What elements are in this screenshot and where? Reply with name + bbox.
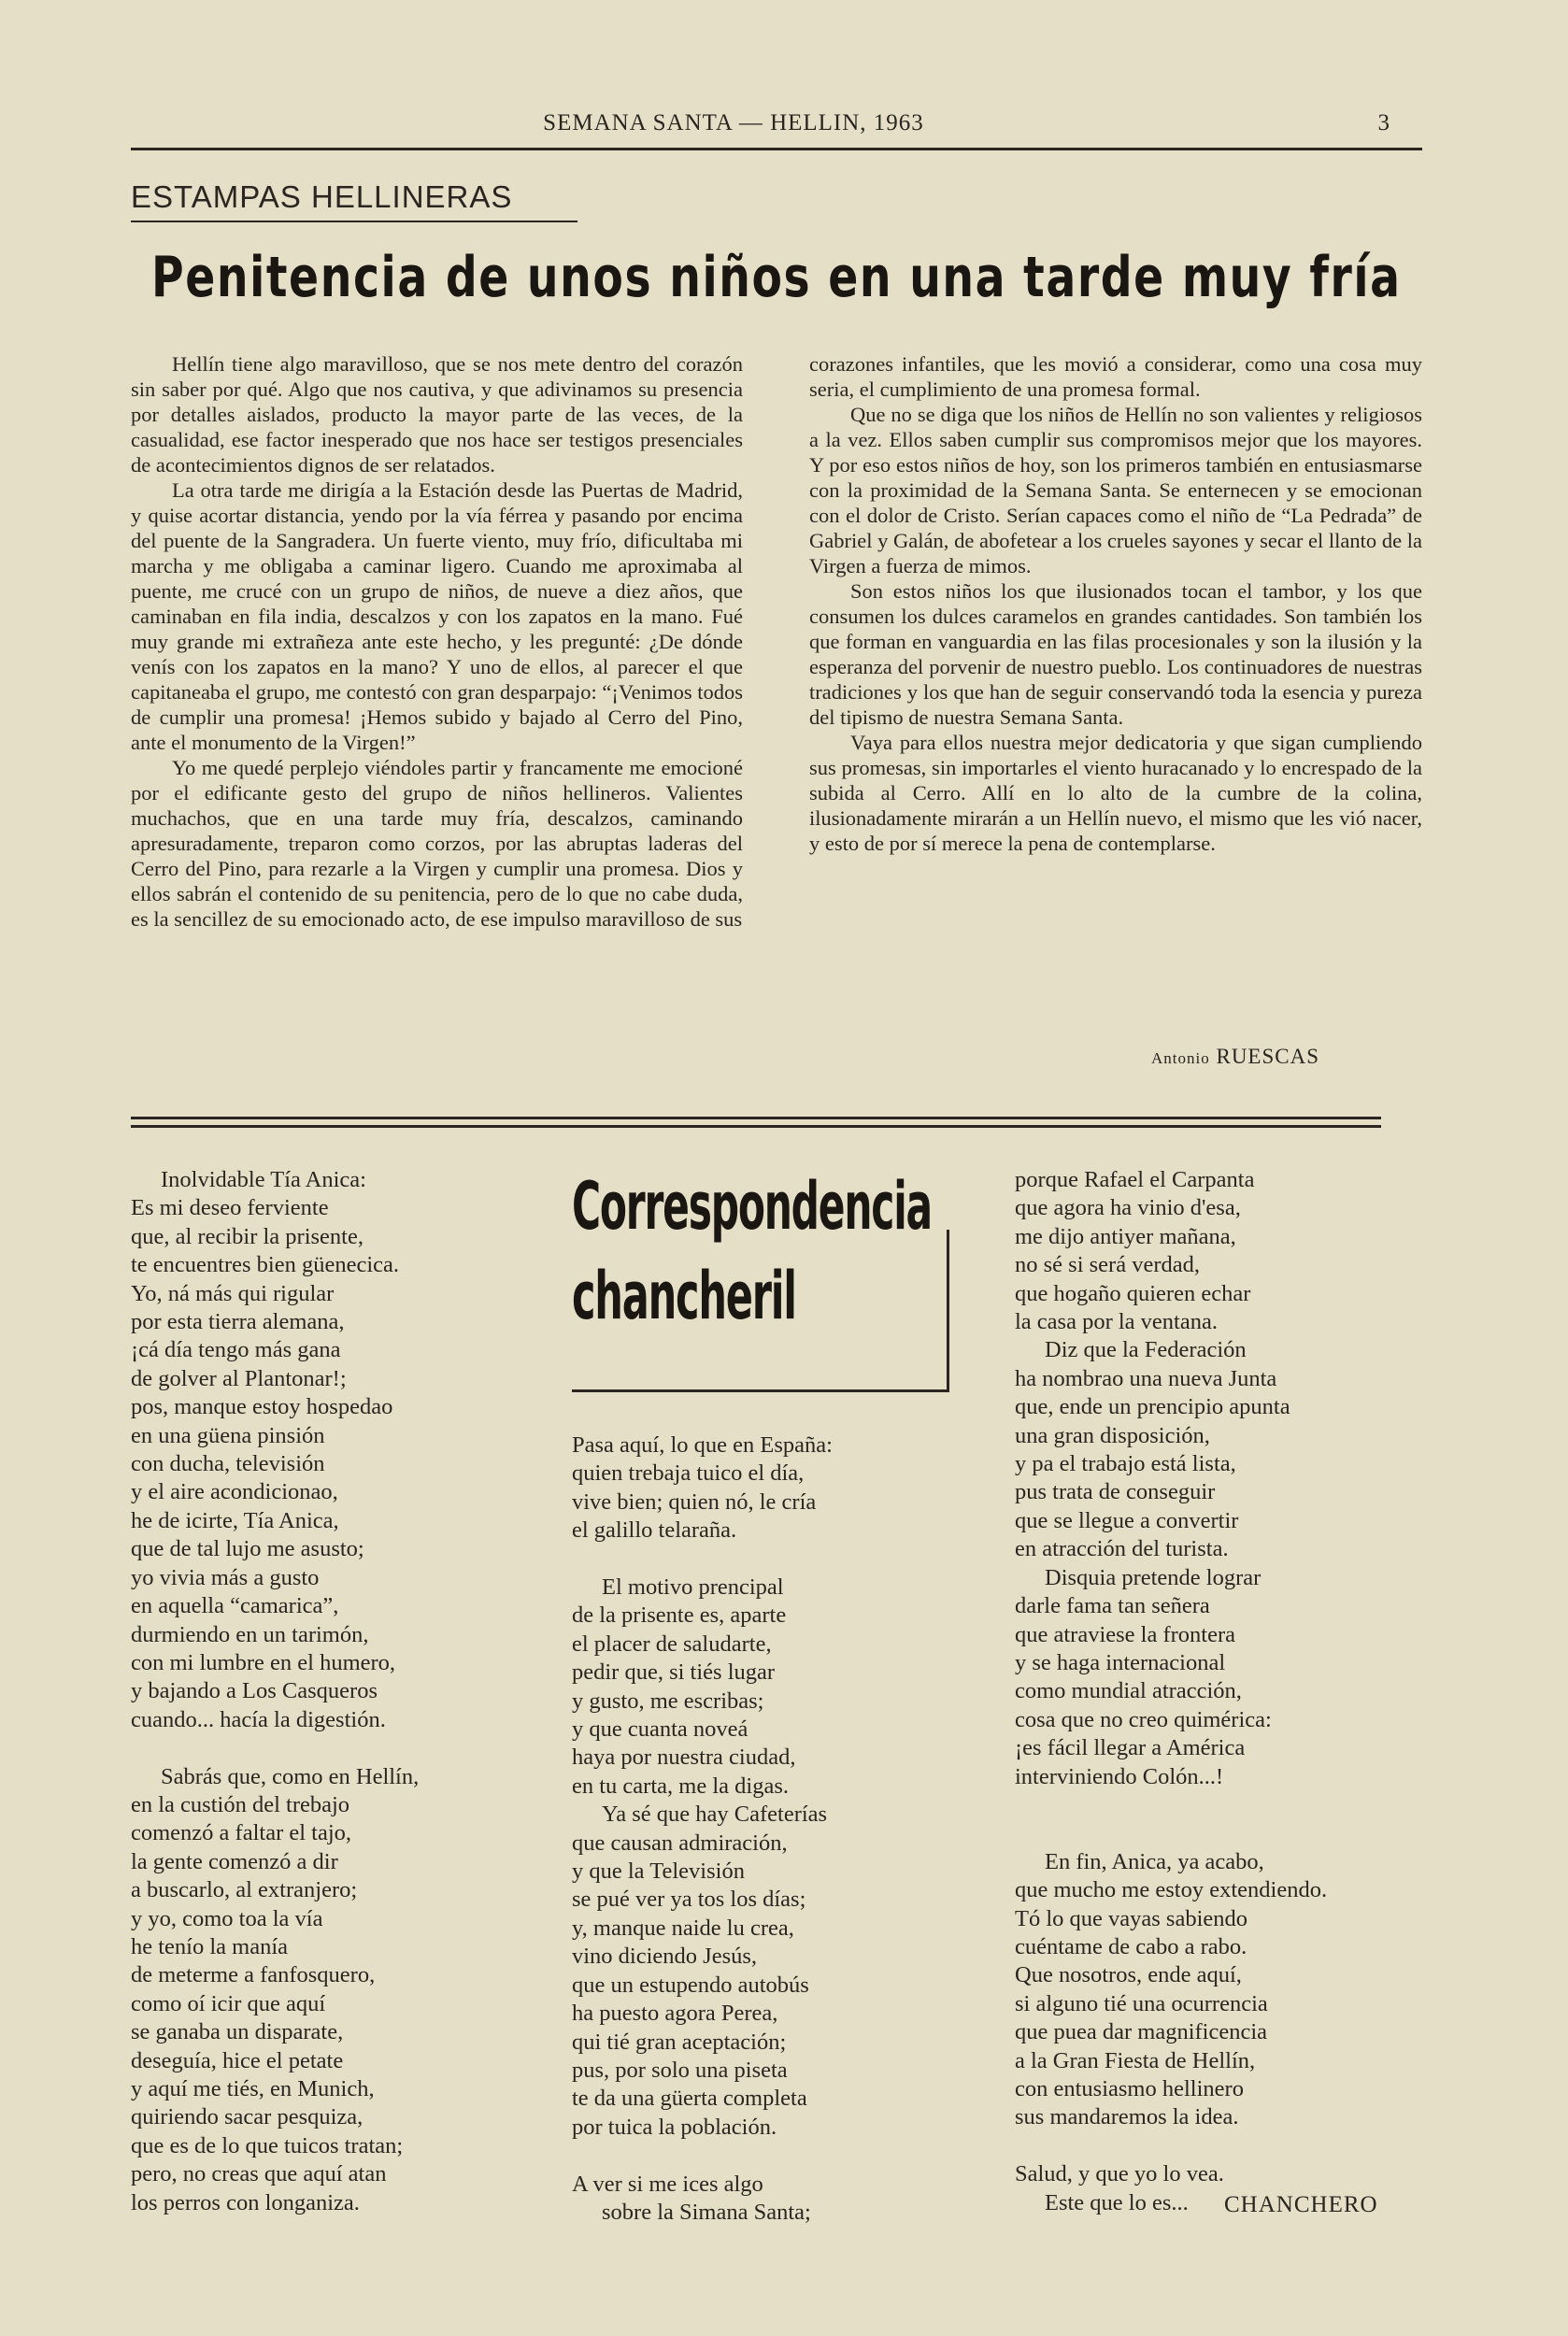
verse-line: Pasa aquí, lo que en España: (572, 1432, 833, 1458)
verse-line: por esta tierra alemana, (131, 1309, 345, 1335)
verse-line: con ducha, televisión (131, 1451, 325, 1477)
verse-line: con mi lumbre en el humero, (131, 1649, 396, 1675)
verse-line: sobre la Simana Santa; (602, 2199, 811, 2225)
verse-line: pero, no creas que aquí atan (131, 2161, 387, 2187)
stanza-gap (572, 2142, 964, 2170)
verse-line: porque Rafael el Carpanta (1015, 1167, 1255, 1192)
verse-line: cuéntame de cabo a rabo. (1015, 1933, 1247, 1959)
verse-line: te da una güerta completa (572, 2086, 807, 2112)
verse-line: Ya sé que hay Cafeterías (602, 1802, 828, 1828)
running-header (131, 110, 1392, 144)
verse-line: A ver si me ices algo (572, 2171, 763, 2197)
verse-column-3 (1015, 1166, 1426, 2217)
signature-last-name: RUESCAS (1216, 1045, 1320, 1068)
verse-line: cuando... hacía la digestión. (131, 1706, 386, 1732)
verse-line: vino diciendo Jesús, (572, 1944, 758, 1970)
verse-line: la gente comenzó a dir (131, 1848, 338, 1874)
verse-line: darle fama tan señera (1015, 1593, 1210, 1619)
verse-line: me dijo antiyer mañana, (1015, 1223, 1236, 1249)
verse-line: Diz que la Federación (1045, 1337, 1247, 1363)
divider-rule-top (131, 1117, 1381, 1119)
verse-line: y pa el trabajo está lista, (1015, 1451, 1236, 1477)
verse-line: se ganaba un disparate, (131, 2019, 344, 2045)
signature-first-name: Antonio (1151, 1049, 1210, 1067)
verse-line: la casa por la ventana. (1015, 1309, 1218, 1335)
article-paragraph: Son estos niños los que ilusionados tocan el tambor, y los que consumen los dulces caramelos en grandes cantidades. Son también los que forman en vanguardia en las filas procesionales y son la ilusión y la esperanza del porvenir de nuestro pueblo. Los continuadores de nuestras tradiciones y los que han de seguir conservandó toda la esencia y pureza del tipismo de nuestra Semana Santa. (809, 579, 1422, 729)
verse-line: te encuentres bien güenecica. (131, 1252, 400, 1278)
verse-line: a la Gran Fiesta de Hellín, (1015, 2047, 1256, 2073)
verse-line: que agora ha vinio d'esa, (1015, 1195, 1241, 1221)
stanza-gap (572, 1545, 964, 1574)
verse-line: que puea dar magnificencia (1015, 2019, 1268, 2045)
verse-line: el galillo telaraña. (572, 1517, 737, 1544)
verse-line: qui tié gran aceptación; (572, 2029, 787, 2055)
verse-line: y yo, como toa la vía (131, 1905, 323, 1931)
verse-line: El motivo prencipal (602, 1574, 784, 1601)
verse-line: que, ende un prencipio apunta (1015, 1394, 1290, 1420)
verse-column-1 (131, 1166, 561, 2217)
verse-line: Disquia pretende lograr (1045, 1564, 1262, 1590)
verse-line: Yo, ná más qui rigular (131, 1280, 335, 1306)
page-number: 3 (1377, 110, 1390, 135)
verse-line: en aquella “camarica”, (131, 1593, 339, 1619)
verse-line: y el aire acondicionao, (131, 1479, 338, 1505)
verse-line: Este que lo es... (1045, 2189, 1189, 2215)
correspondence-title-box (572, 1168, 948, 1392)
verse-line: comenzó a faltar el tajo, (131, 1820, 352, 1846)
verse-line: en atracción del turista. (1015, 1536, 1229, 1562)
verse-line: he de icirte, Tía Anica, (131, 1507, 339, 1533)
verse-line: ¡es fácil llegar a América (1015, 1735, 1246, 1761)
verse-line: pedir que, si tiés lugar (572, 1659, 776, 1686)
verse-line: ha nombrao una nueva Junta (1015, 1365, 1277, 1391)
verse-line: como mundial atracción, (1015, 1678, 1242, 1704)
article-paragraph: Que no se diga que los niños de Hellín no son valientes y religiosos a la vez. Ellos saben cumplir sus compromisos mejor que los mayores. Y por eso estos niños de hoy, son los primeros también en entusiasmarse con la proximidad de la Semana Santa. Se enternecen y se emocionan con el dolor de Cristo. Serían capaces como el niño de “La Pedrada” de Gabriel y Galán, de abofetear a los crueles sayones y secar el llanto de la Virgen a fuerza de mimos. (809, 403, 1422, 577)
section-label: ESTAMPAS HELLINERAS (131, 179, 513, 214)
article-signature (1151, 1045, 1319, 1069)
verse-line: con entusiasmo hellinero (1015, 2075, 1244, 2101)
verse-line: Es mi deseo ferviente (131, 1195, 329, 1221)
verse-line: el placer de saludarte, (572, 1631, 772, 1657)
verse-line: he tenío la manía (131, 1933, 289, 1959)
verse-line: y se haga internacional (1015, 1649, 1226, 1675)
verse-line: y bajando a Los Casqueros (131, 1678, 378, 1704)
verse-column-2 (572, 1432, 964, 2227)
verse-line: si alguno tié una ocurrencia (1015, 1990, 1268, 2016)
verse-line: Tó lo que vayas sabiendo (1015, 1905, 1248, 1931)
verse-line: por tuica la población. (572, 2114, 777, 2140)
verse-line: Inolvidable Tía Anica: (161, 1167, 366, 1192)
verse-line: que hogaño quieren echar (1015, 1280, 1251, 1306)
verse-line: a buscarlo, al extranjero; (131, 1877, 358, 1903)
verse-line: ha puesto agora Perea, (572, 2001, 778, 2027)
correspondence-title-line1: Correspondencia (572, 1168, 932, 1245)
stanza-gap (1015, 1819, 1426, 1847)
verse-line: yo vivia más a gusto (131, 1564, 320, 1590)
stanza-gap (131, 1734, 561, 1762)
article-paragraph: Hellín tiene algo maravilloso, que se nos mete dentro del corazón sin saber por qué. Algo que nos cautiva, y que adivinamos su presencia por detalles aislados, producto la mayor parte de las veces, de la casualidad, ese factor inesperado que nos hace ser testigos presenciales de acontecimientos dignos de ser relatados. (131, 352, 743, 477)
verse-line: deseguía, hice el petate (131, 2047, 344, 2073)
verse-line: en una güena pinsión (131, 1422, 325, 1448)
verse-line: quiriendo sacar pesquiza, (131, 2104, 363, 2130)
verse-line: haya por nuestra ciudad, (572, 1745, 796, 1771)
article-paragraph: La otra tarde me dirigía a la Estación desde las Puertas de Madrid, y quise acortar distancia, yendo por la vía férrea y pasando por encima del puente de la Sangradera. Un fuerte viento, muy frío, dificultaba mi marcha y me obligaba a caminar ligero. Cuando me aproximaba al puente, me crucé con un grupo de niños, de nueve a diez años, que caminaban en fila india, descalzos y con los zapatos en la mano. Fué muy grande mi extrañeza ante este hecho, y les pregunté: ¿De dónde venís con los zapatos en la mano? Y uno de ellos, al parecer el que capitaneaba el grupo, me contestó con gran desparpajo: “¡Venimos todos de cumplir una promesa! ¡Hemos subido y bajado al Cerro del Pino, ante el monumento de la Virgen!” (131, 478, 743, 754)
verse-line: que mucho me estoy extendiendo. (1015, 1877, 1328, 1903)
verse-line: que se llegue a convertir (1015, 1507, 1239, 1533)
verse-line: durmiendo en un tarimón, (131, 1621, 369, 1647)
verse-line: y, manque naide lu crea, (572, 1915, 794, 1941)
article-headline: Penitencia de unos niños en una tarde muy fría (151, 245, 1402, 310)
correspondence-title-line2: chancheril (572, 1258, 796, 1334)
verse-line: los perros con longaniza. (131, 2189, 360, 2215)
verse-line: sus mandaremos la idea. (1015, 2104, 1239, 2130)
verse-line: de meterme a fanfosquero, (131, 1962, 376, 1988)
verse-line: que atraviese la frontera (1015, 1621, 1236, 1647)
verse-line: Sabrás que, como en Hellín, (161, 1763, 420, 1789)
verse-line: no sé si será verdad, (1015, 1252, 1200, 1278)
verse-line: pus trata de conseguir (1015, 1479, 1216, 1505)
header-rule (131, 148, 1422, 150)
verse-line: pus, por solo una piseta (572, 2057, 788, 2083)
verse-line: se pué ver ya tos los días; (572, 1887, 806, 1913)
article-paragraph: corazones infantiles, que les movió a considerar, como una cosa muy seria, el cumplimiento de una promesa formal. (809, 352, 1422, 401)
verse-line: y gusto, me escribas; (572, 1688, 764, 1714)
verse-line: en tu carta, me la digas. (572, 1773, 789, 1799)
section-rule (131, 221, 577, 222)
verse-line: vive bien; quien nó, le cría (572, 1488, 817, 1515)
article-paragraph: Vaya para ellos nuestra mejor dedicatoria y que sigan cumpliendo sus promesas, sin importarles el viento huracanado y lo encrespado de la subida al Cerro. Allí en lo alto de la cumbre de la colina, ilusionadamente mirarán a un Hellín nuevo, el mismo que les vió nacer, y esto de por sí merece la pena de contemplarse. (809, 731, 1422, 855)
verse-line: en la custión del trebajo (131, 1791, 350, 1817)
divider-rule-bottom (131, 1125, 1381, 1128)
article-column-1 (131, 351, 743, 932)
verse-line: y aquí me tiés, en Munich, (131, 2075, 375, 2101)
verse-line: de la prisente es, aparte (572, 1602, 787, 1629)
correspondence-signature: CHANCHERO (1224, 2192, 1378, 2217)
verse-line: que un estupendo autobús (572, 1972, 809, 1998)
verse-line: de golver al Plantonar!; (131, 1365, 347, 1391)
stanza-gap (1015, 2132, 1426, 2160)
verse-line: que de tal lujo me asusto; (131, 1536, 364, 1562)
verse-line: quien trebaja tuico el día, (572, 1460, 805, 1487)
article-paragraph: Yo me quedé perplejo viéndoles partir y francamente me emocioné por el edificante gesto del grupo de niños hellineros. Valientes muchachos, que en una tarde muy fría, descalzos, caminando apresuradamente, treparon como corzos, por las abruptas laderas del Cerro del Pino, para rezarle a la Virgen y cumplir una promesa. Dios y ellos sabrán el contenido de su penitencia, pero de lo que no cabe duda, es la sencillez de su emocionado acto, de ese impulso maravilloso de sus (131, 756, 743, 931)
title-box-rule-horizontal (572, 1389, 949, 1392)
verse-line: pos, manque estoy hospedao (131, 1394, 393, 1420)
verse-line: una gran disposición, (1015, 1422, 1210, 1448)
verse-line: y que cuanta noveá (572, 1716, 748, 1743)
title-box-rule-vertical (947, 1230, 949, 1392)
verse-line: ¡cá día tengo más gana (131, 1337, 341, 1363)
verse-line: En fin, Anica, ya acabo, (1045, 1848, 1264, 1874)
verse-line: que es de lo que tuicos tratan; (131, 2132, 404, 2158)
verse-line: como oí icir que aquí (131, 1990, 326, 2016)
article-column-2 (809, 351, 1422, 856)
stanza-gap (1015, 1791, 1426, 1819)
verse-line: cosa que no creo quimérica: (1015, 1706, 1272, 1732)
verse-line: Que nosotros, ende aquí, (1015, 1962, 1242, 1988)
verse-line: y que la Televisión (572, 1859, 745, 1885)
verse-line: interviniendo Colón...! (1015, 1763, 1224, 1789)
verse-line: Salud, y que yo lo vea. (1015, 2161, 1224, 2187)
verse-line: que causan admiración, (572, 1830, 788, 1856)
header-title: SEMANA SANTA — HELLIN, 1963 (543, 110, 924, 135)
verse-line: que, al recibir la prisente, (131, 1223, 363, 1249)
